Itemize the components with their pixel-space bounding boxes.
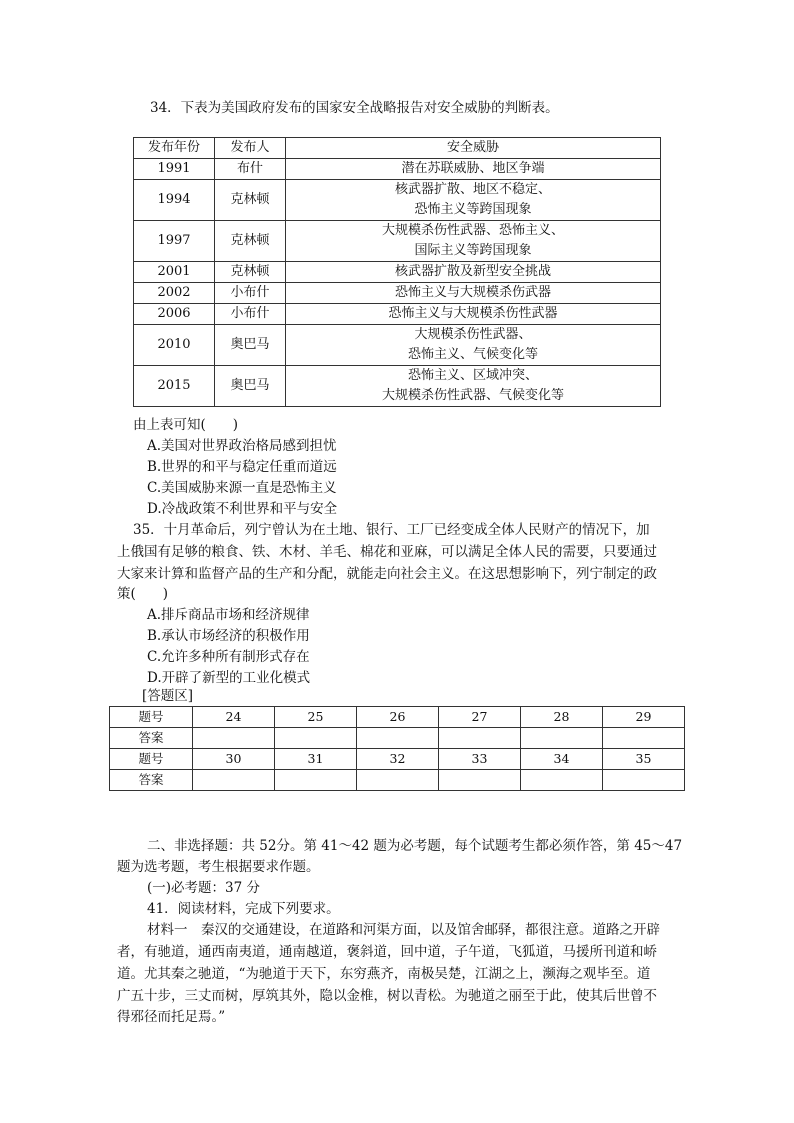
header-threat: 安全威胁 [286, 138, 661, 159]
part2-intro-line: 题为选考题，考生根据要求作题。 [117, 859, 320, 875]
cell-publisher: 克林顿 [215, 180, 286, 221]
question-35-stem-line: 35．十月革命后，列宁曾认为在土地、银行、工厂已经变成全体人民财产的情况下，加 [133, 522, 650, 538]
security-threat-table [133, 137, 661, 407]
cell-year: 2010 [134, 325, 215, 366]
answer-grid-number-row [110, 749, 685, 770]
cell-publisher: 布什 [215, 159, 286, 180]
cell-threat [286, 325, 661, 366]
answer-cell[interactable] [193, 770, 275, 791]
question-35-option-d: D.开辟了新型的工业化模式 [147, 670, 311, 686]
cell-publisher: 小布什 [215, 304, 286, 325]
answer-cell[interactable] [603, 770, 685, 791]
header-publisher: 发布人 [215, 138, 286, 159]
table-row [134, 283, 661, 304]
material-line: 道。尤其秦之驰道，“为驰道于天下，东穷燕齐，南极吴楚，江湖之上，濒海之观毕至。道 [117, 966, 651, 982]
cell-threat [286, 366, 661, 407]
cell-year: 1991 [134, 159, 215, 180]
required-section-heading: (一)必考题：37 分 [147, 880, 261, 896]
answer-cell[interactable] [193, 728, 275, 749]
threat-line: 核武器扩散、地区不稳定、 [394, 182, 551, 197]
cell-year: 2001 [134, 262, 215, 283]
cell-year: 2006 [134, 304, 215, 325]
cell-publisher: 奥巴马 [215, 325, 286, 366]
question-number-cell: 25 [275, 707, 357, 728]
question-number-cell: 29 [603, 707, 685, 728]
table-row [134, 304, 661, 325]
cell-threat [286, 262, 661, 283]
answer-cell[interactable] [521, 728, 603, 749]
material-line: 材料一 秦汉的交通建设，在道路和河渠方面，以及馆舍邮驿，都很注意。道路之开辟 [147, 922, 660, 938]
table-row [134, 221, 661, 262]
question-41-stem: 41．阅读材料，完成下列要求。 [147, 901, 340, 917]
table-row [134, 262, 661, 283]
answer-area-title: [答题区] [142, 688, 194, 704]
question-number-cell: 32 [357, 749, 439, 770]
cell-year: 1997 [134, 221, 215, 262]
question-34-stem: 34．下表为美国政府发布的国家安全战略报告对安全威胁的判断表。 [150, 100, 559, 116]
threat-line: 恐怖主义与大规模杀伤武器 [394, 285, 551, 300]
question-35-stem-line: 策( ) [117, 586, 169, 602]
table-row [134, 325, 661, 366]
question-number-cell: 30 [193, 749, 275, 770]
answer-cell[interactable] [357, 770, 439, 791]
header-year: 发布年份 [134, 138, 215, 159]
question-34-option-a: A.美国对世界政治格局感到担忧 [147, 438, 337, 454]
cell-threat [286, 221, 661, 262]
threat-line: 恐怖主义与大规模杀伤性武器 [388, 306, 558, 321]
answer-cell[interactable] [439, 770, 521, 791]
question-number-label: 题号 [110, 707, 193, 728]
cell-threat [286, 304, 661, 325]
question-number-cell: 26 [357, 707, 439, 728]
table-row [134, 180, 661, 221]
question-34-option-d: D.冷战政策不利世界和平与安全 [147, 501, 338, 517]
table-header-row [134, 138, 661, 159]
answer-grid [109, 706, 685, 791]
threat-line: 国际主义等跨国现象 [414, 243, 532, 258]
answer-cell[interactable] [275, 770, 357, 791]
threat-line: 大规模杀伤性武器、 [414, 327, 532, 342]
question-35-stem-line: 大家来计算和监督产品的生产和分配，就能走向社会主义。在这思想影响下，列宁制定的政 [117, 566, 657, 582]
cell-threat [286, 159, 661, 180]
answer-grid-number-row [110, 707, 685, 728]
threat-line: 恐怖主义、区域冲突、 [407, 368, 538, 383]
answer-cell[interactable] [439, 728, 521, 749]
threat-line: 恐怖主义等跨国现象 [414, 202, 532, 217]
question-34-option-b: B.世界的和平与稳定任重而道远 [147, 459, 337, 475]
question-number-cell: 31 [275, 749, 357, 770]
question-34-option-c: C.美国威胁来源一直是恐怖主义 [147, 480, 337, 496]
cell-threat [286, 180, 661, 221]
answer-grid-answer-row [110, 728, 685, 749]
question-number-cell: 34 [521, 749, 603, 770]
question-number-cell: 24 [193, 707, 275, 728]
question-34-prompt: 由上表可知( ) [133, 417, 239, 433]
answer-cell[interactable] [603, 728, 685, 749]
material-line: 得邪径而托足焉。” [117, 1009, 226, 1025]
question-number-cell: 27 [439, 707, 521, 728]
cell-publisher: 克林顿 [215, 262, 286, 283]
part2-intro-line: 二、非选择题：共 52分。第 41～42 题为必考题，每个试题考生都必须作答，第 45～47 [147, 838, 683, 854]
cell-year: 2002 [134, 283, 215, 304]
cell-publisher: 小布什 [215, 283, 286, 304]
question-35-option-a: A.排斥商品市场和经济规律 [147, 607, 310, 623]
answer-cell[interactable] [521, 770, 603, 791]
table-row [134, 159, 661, 180]
table-row [134, 366, 661, 407]
threat-line: 大规模杀伤性武器、气候变化等 [381, 388, 564, 403]
threat-line: 核武器扩散及新型安全挑战 [394, 264, 551, 279]
cell-year: 1994 [134, 180, 215, 221]
threat-line: 大规模杀伤性武器、恐怖主义、 [381, 223, 564, 238]
question-number-cell: 35 [603, 749, 685, 770]
cell-publisher: 克林顿 [215, 221, 286, 262]
answer-label: 答案 [110, 770, 193, 791]
question-35-stem-line: 上俄国有足够的粮食、铁、木材、羊毛、棉花和亚麻，可以满足全体人民的需要，只要通过 [117, 544, 657, 560]
question-number-cell: 33 [439, 749, 521, 770]
answer-label: 答案 [110, 728, 193, 749]
material-line: 者，有驰道，通西南夷道，通南越道，褒斜道，回中道，子午道，飞狐道，马援所刊道和峤 [117, 944, 657, 960]
question-35-option-c: C.允许多种所有制形式存在 [147, 649, 310, 665]
question-35-option-b: B.承认市场经济的积极作用 [147, 628, 310, 644]
threat-line: 恐怖主义、气候变化等 [407, 347, 538, 362]
cell-year: 2015 [134, 366, 215, 407]
answer-cell[interactable] [357, 728, 439, 749]
question-number-cell: 28 [521, 707, 603, 728]
question-number-label: 题号 [110, 749, 193, 770]
cell-publisher: 奥巴马 [215, 366, 286, 407]
answer-grid-answer-row [110, 770, 685, 791]
material-line: 广五十步，三丈而树，厚筑其外，隐以金椎，树以青松。为驰道之丽至于此，使其后世曾不 [117, 988, 657, 1004]
threat-line: 潜在苏联威胁、地区争端 [401, 161, 545, 176]
answer-cell[interactable] [275, 728, 357, 749]
cell-threat [286, 283, 661, 304]
